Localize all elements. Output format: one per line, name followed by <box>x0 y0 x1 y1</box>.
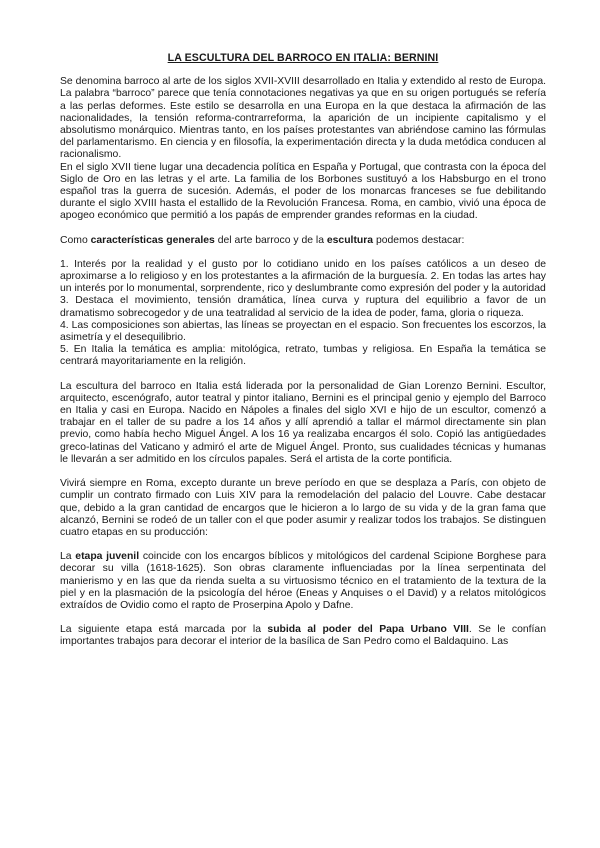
bernini-paragraph-1: La escultura del barroco en Italia está liderada por la personalidad de Gian Lorenzo Bernini. Escultor, arquitecto, escenógrafo, autor teatral y pintor italiano, Bernini es el principal genio y ejemplo del Barroco en Italia y casi en Europa. Nacido en Nápoles a finales del siglo XVI e hijo de un escultor, comenzó a trabajar en el taller de su padre a los 14 años y allí aprendió a tallar el mármol directamente sin plan previo, como había hecho Miguel Ángel. A los 16 ya realizaba encargos él solo. Copió las antigüedades greco-latinas del Vaticano y admiró el arte de Miguel Ángel. Pronto, sus cualidades técnicas y humanas le llevarán a ser admitido en los círculos papales. Será el artista de la corte pontificia. <box>60 380 546 465</box>
characteristics-list <box>60 259 546 369</box>
list-item: 3. Destaca el movimiento, tensión dramática, línea curva y ruptura del equilibrio a favor de un dramatismo sobrecogedor y de una teatralidad al servicio de la idea de poder, fama, gloria o riqueza. <box>60 295 546 319</box>
characteristics-lead <box>60 235 546 247</box>
list-item: 4. Las composiciones son abiertas, las líneas se proyectan en el espacio. Son frecuentes los escorzos, la asimetría y el desequilibrio. <box>60 319 546 344</box>
juvenil-bold: etapa juvenil <box>75 551 140 563</box>
juvenil-text: coincide con los encargos bíblicos y mitológicos del cardenal Scipione Borghese para decorar su villa (1618-1625). Son obras claramente influenciadas por la línea serpentinata del manierismo y en las que da rienda suelta a su virtuosismo técnico en el tratamiento de la textura de la piel y en la plasmación de la psicología del héroe (Eneas y Anquises o el David) y a relatos mitológicos extraídos de Ovidio como el rapto de Proserpina Apolo y Dafne. <box>60 551 546 611</box>
urbano-text: . Se le confían importantes trabajos para decorar el interior de la basílica de San Pedro como el Baldaquino. Las <box>60 624 546 648</box>
lead-text-3: podemos destacar: <box>373 234 465 246</box>
urbano-bold: subida al poder del Papa Urbano VIII <box>267 624 469 636</box>
juvenil-paragraph <box>60 551 546 612</box>
lead-bold-2: escultura <box>326 234 374 246</box>
bernini-paragraph-2: Vivirá siempre en Roma, excepto durante un breve período en que se desplaza a París, con objeto de cumplir un contrato firmado con Luis XIV para la remodelación del palacio del Louvre. Cabe destacar que, debido a la gran cantidad de encargos que le hicieron a lo largo de su vida y de la gran fama que alcanzó, Bernini se rodeó de un taller con el que poder asumir y realizar todos los trabajos. Se distinguen cuatro etapas en su producción: <box>60 478 546 538</box>
urbano-pre: La siguiente etapa está marcada por la <box>60 624 268 636</box>
page-title: LA ESCULTURA DEL BARROCO EN ITALIA: BERNINI <box>167 52 439 64</box>
list-item: 1. Interés por la realidad y el gusto por lo cotidiano unido en los países católicos a un deseo de aproximarse a lo religioso y en los protestantes a la afirmación de la burguesía. 2. En todas las artes hay un interés por lo monumental, sorprendente, rico y deslumbrante como expresión del poder y la autoridad <box>60 258 546 295</box>
intro-paragraph-1: Se denomina barroco al arte de los siglos XVII-XVIII desarrollado en Italia y extendido al resto de Europa. La palabra “barroco” parece que tenía connotaciones negativas ya que en su origen portugués se refería a las perlas deformes. Este estilo se desarrolla en una Europa en la que destaca la afirmación de las nacionalidades, la tensión reforma-contrarreforma, la aparición de un incipiente capitalismo y el absolutismo monárquico. Mientras tanto, en los países protestantes van abriéndose camino las fórmulas del parlamentarismo. En ciencia y en filosofía, la experimentación directa y la duda metódica conducen al racionalismo. <box>60 76 546 161</box>
list-item: 5. En Italia la temática es amplia: mitológica, retrato, tumbas y religiosa. En España la temática se centrará mayoritariamente en la religión. <box>60 344 546 368</box>
lead-bold-1: características generales <box>90 234 215 246</box>
document-page <box>60 52 546 661</box>
lead-text-2: del arte barroco y de la <box>214 234 327 246</box>
lead-text-1: Como <box>60 234 91 246</box>
urbano-paragraph <box>60 624 546 648</box>
juvenil-pre: La <box>60 551 76 563</box>
intro-paragraph-2: En el siglo XVII tiene lugar una decadencia política en España y Portugal, que contrasta con la época del Siglo de Oro en las letras y el arte. La familia de los Borbones sustituyó a los Habsburgo en el trono español tras la guerra de sucesión. Además, el poder de los monarcas franceses se fue debilitando durante el siglo XVIII hasta el estallido de la Revolución Francesa. Roma, en cambio, vivió una época de apogeo económico que permitió a los papás de emprender grandes reformas en la ciudad. <box>60 161 546 222</box>
